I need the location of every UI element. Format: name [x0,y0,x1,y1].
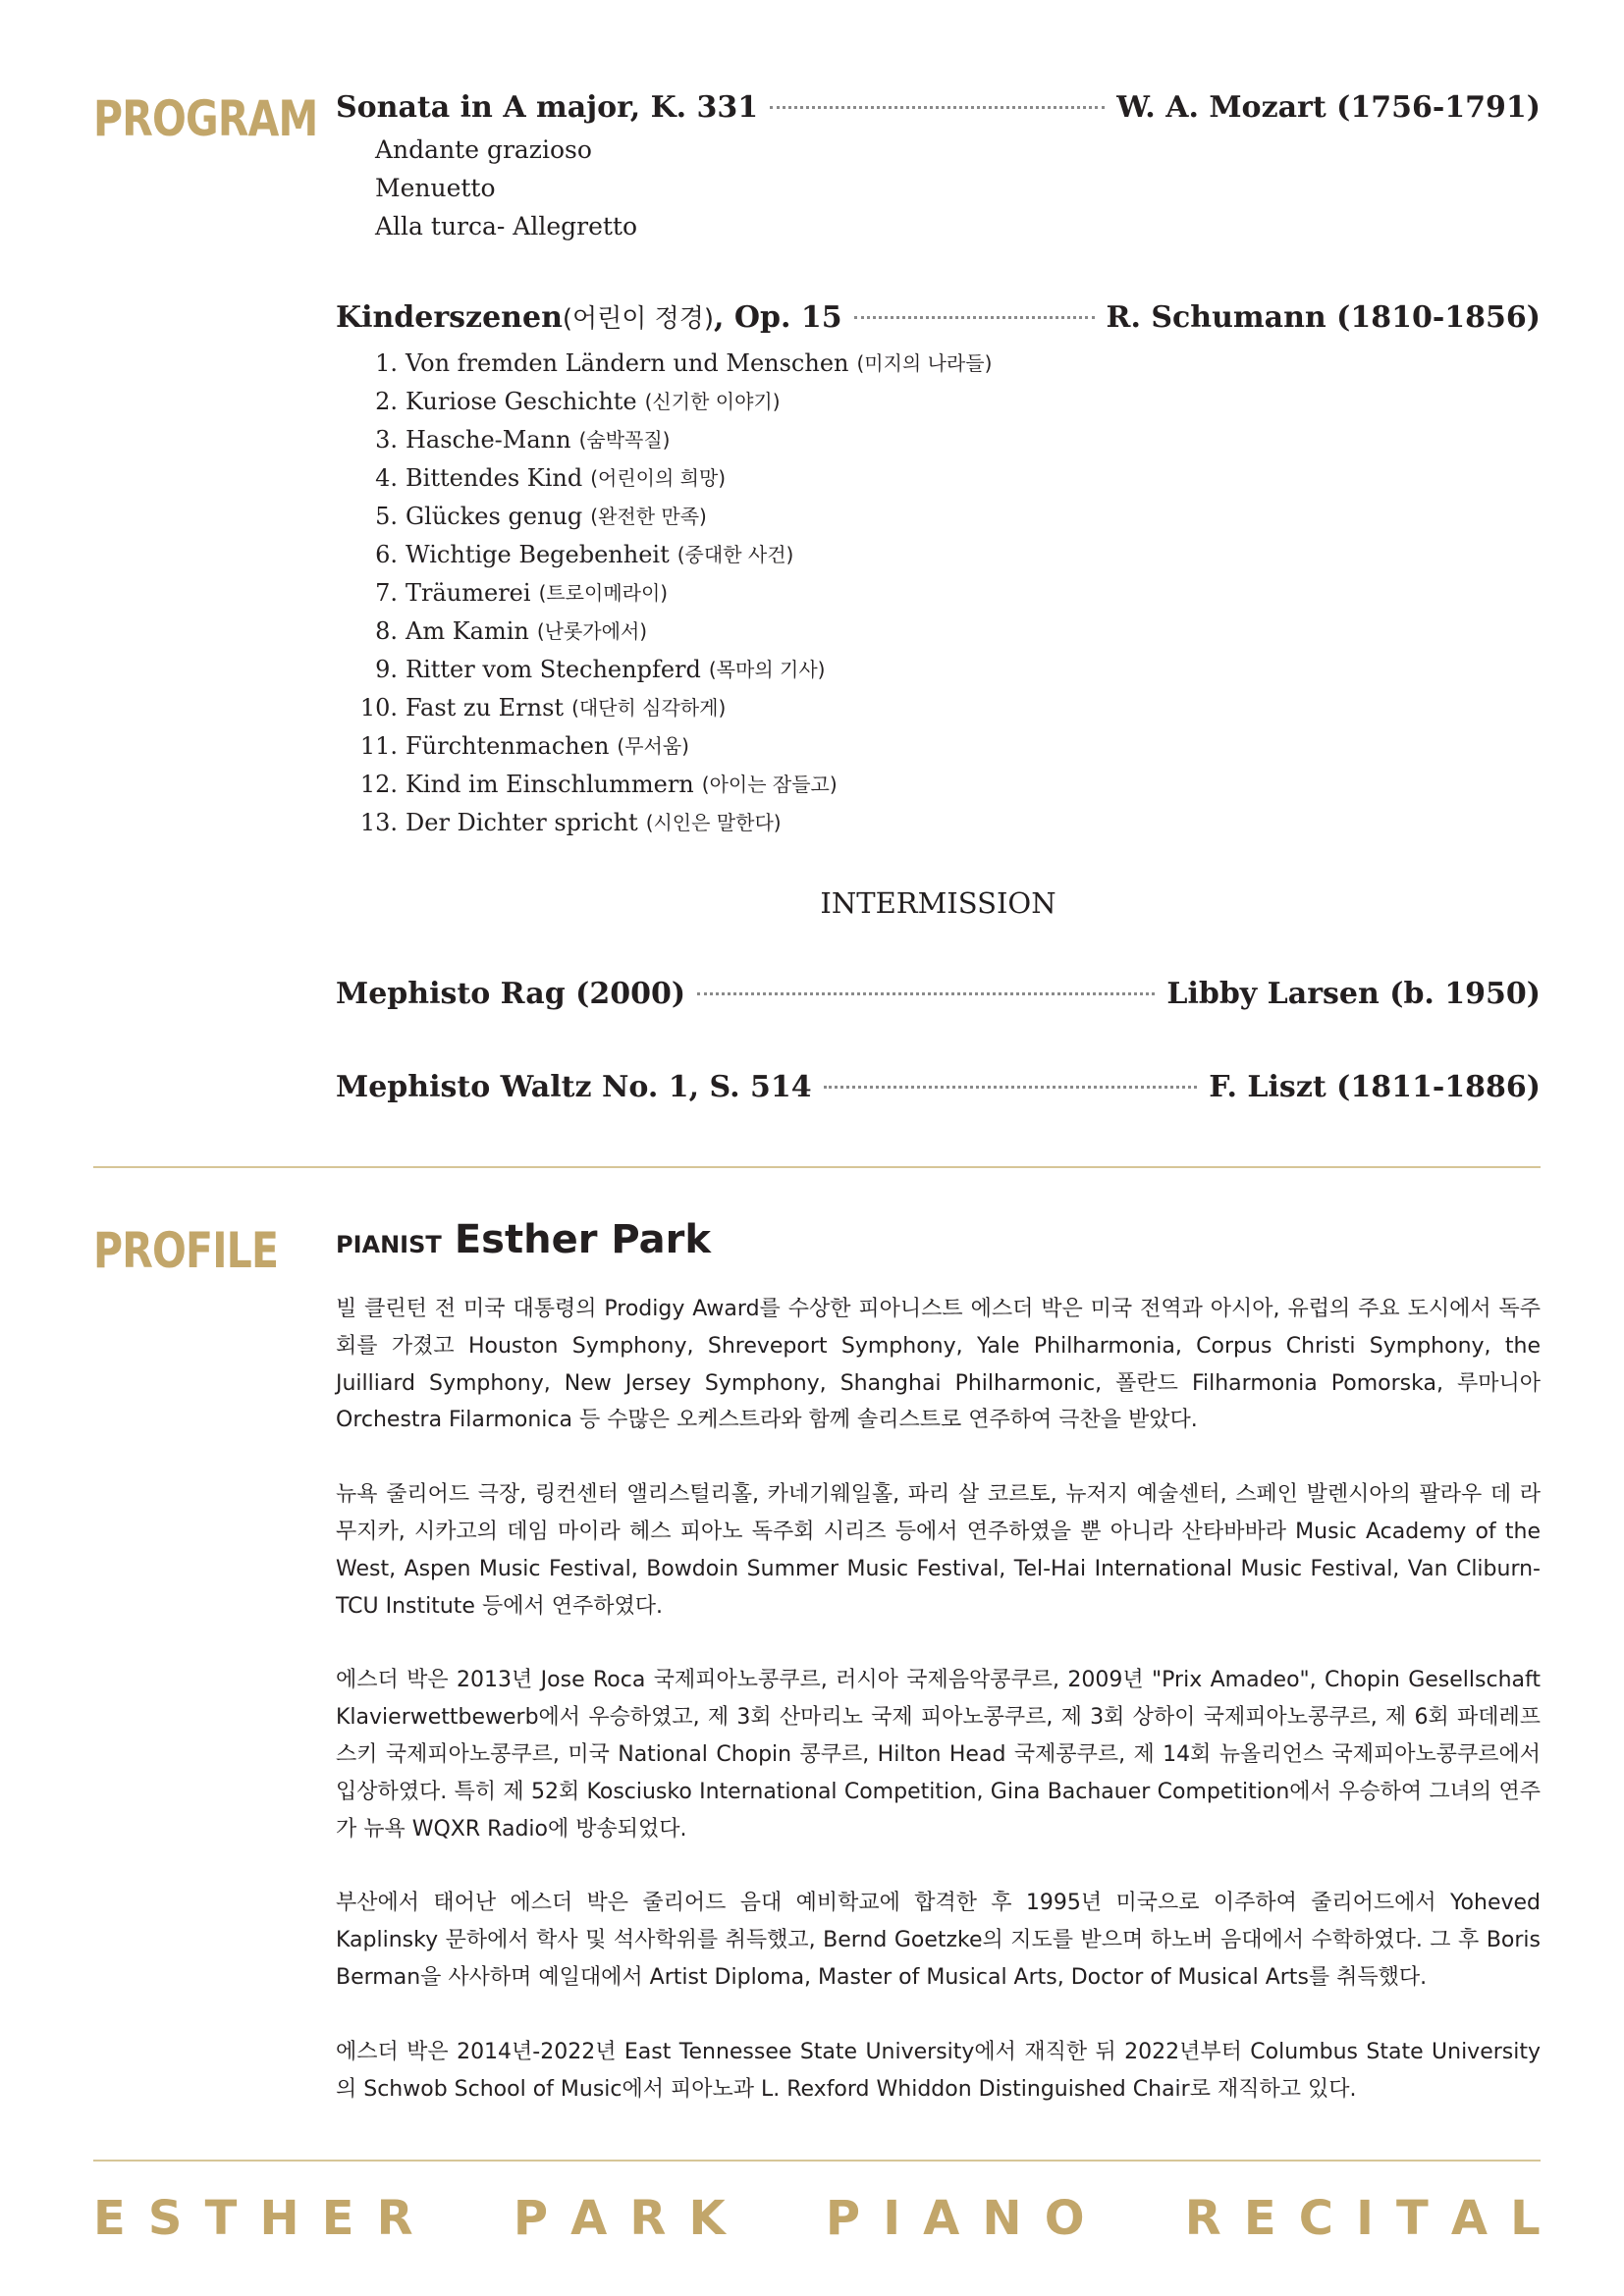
footer-letter [436,2191,491,2246]
movement-title: Glückes genug [406,503,583,530]
movement-item [336,613,1541,651]
program-piece-liszt [336,1070,1541,1104]
movement-title-korean: (아이는 잠들고) [701,773,838,796]
footer-letter: I [883,2191,901,2246]
movement: Andante grazioso [375,135,592,164]
program-piece-larsen [336,977,1541,1011]
movement-item [336,574,1541,613]
program-heading: PROGRAM [93,90,318,147]
footer-letter: R [1184,2191,1221,2246]
movement-title: Am Kamin [406,617,529,645]
movement-title: Fast zu Ernst [406,694,565,721]
movement-title-korean: (목마의 기사) [708,658,826,681]
movement-number: 8. [375,617,398,645]
section-divider [93,1166,1541,1168]
footer-letter [1108,2191,1163,2246]
movement-title-korean: (대단히 심각하게) [571,696,727,720]
footer-letter: T [204,2191,238,2246]
movement-title-korean: (시인은 말한다) [645,811,782,834]
movement-item [336,536,1541,574]
footer-letter: K [688,2191,726,2246]
footer-letter: A [923,2191,960,2246]
movement-number: 9. [375,656,398,683]
movement-item [336,766,1541,804]
movement-item [336,459,1541,498]
leader-dots [824,1086,1198,1089]
footer-letter: R [629,2191,667,2246]
bio-paragraph: 에스더 박은 2013년 Jose Roca 국제피아노콩쿠르, 러시아 국제음악콩쿠르, 2009년 "Prix Amadeo", Chopin Gesellschaft Klavierwettbewerb에서 우승하였고, 제 3회 산마리노 국제 피아노콩쿠르, 제 3회 상하이 국제피아노콩쿠르, 제 6회 파데레프스키 국제피아노콩쿠르, 미국 National Chopin 콩쿠르, Hilton Head 국제콩쿠르, 제 14회 뉴올리언스 국제피아노콩쿠르에서 입상하였다. 특히 제 52회 Kosciusko International Competition, Gina Bachauer Competition에서 우승하여 그녀의 연주가 뉴욕 WQXR Radio에 방송되었다. [336,1668,1541,1842]
performer-name: Esther Park [454,1217,711,1262]
movement-title: Hasche-Mann [406,426,571,454]
piece-composer: Libby Larsen (b. 1950) [1166,977,1541,1011]
footer-letter: E [321,2191,354,2246]
profile-heading: PROFILE [93,1222,279,1279]
footer-letter: L [1510,2191,1541,2246]
movement-title-korean: (트로이메라이) [538,581,669,605]
program-piece-schumann [336,298,1541,842]
movement-title: Ritter vom Stechenpferd [406,656,701,683]
piece-title: Mephisto Waltz No. 1, S. 514 [336,1070,812,1104]
piece-composer: R. Schumann (1810-1856) [1106,300,1541,335]
movement-item [336,727,1541,766]
piece-composer: W. A. Mozart (1756-1791) [1116,90,1541,125]
movement-number: 10. [359,694,398,721]
movement-item [336,651,1541,689]
movement-item [336,804,1541,842]
movement: Alla turca- Allegretto [375,212,638,240]
intermission-label: INTERMISSION [820,886,1056,920]
movement-title-korean: (신기한 이야기) [644,390,781,413]
bio-paragraph: 뉴욕 줄리어드 극장, 링컨센터 앨리스털리홀, 카네기웨일홀, 파리 살 코르토, 뉴저지 예술센터, 스페인 발렌시아의 팔라우 데 라 무지카, 시카고의 데임 마이라 헤스 피아노 독주회 시리즈 등에서 연주하였을 뿐 아니라 산타바바라 Music Academy of the West, Aspen Music Festival, Bowdoin Summer Music Festival, Tel-Hai International Music Festival, Van Cliburn-TCU Institute 등에서 연주하였다. [336,1482,1541,1619]
movement-title-korean: (무서움) [617,734,689,758]
movement-title: Kind im Einschlummern [406,771,694,798]
movement-title-korean: (어린이의 희망) [590,466,727,490]
movement-title: Von fremden Ländern und Menschen [406,349,849,377]
movement-item [336,421,1541,459]
footer-title [93,2191,1541,2246]
movement-title: Träumerei [406,579,531,607]
movement-title-korean: (중대한 사건) [677,543,794,566]
footer-letter: T [1396,2191,1429,2246]
movement-number: 7. [375,579,398,607]
movement-number: 2. [375,388,398,415]
movement-number: 3. [375,426,398,454]
movement-title: Kuriose Geschichte [406,388,637,415]
footer-letter: E [1243,2191,1276,2246]
biography [336,1291,1541,2145]
movement-title: Der Dichter spricht [406,809,638,836]
movement-number: 12. [359,771,398,798]
footer-letter [748,2191,803,2246]
movement-title: Wichtige Begebenheit [406,541,670,568]
movement-title-korean: (숨박꼭질) [578,428,671,452]
piece-composer: F. Liszt (1811-1886) [1209,1070,1541,1104]
movement-item [336,383,1541,421]
leader-dots [854,316,1095,319]
bio-paragraph: 부산에서 태어난 에스더 박은 줄리어드 음대 예비학교에 합격한 후 1995년 미국으로 이주하여 줄리어드에서 Yoheved Kaplinsky 문하에서 학사 및 석사학위를 취득했고, Bernd Goetzke의 지도를 받으며 하노버 음대에서 수학하였다. 그 후 Boris Berman을 사사하며 예일대에서 Artist Diploma, Master of Musical Arts, Doctor of Musical Arts를 취득했다. [336,1891,1541,1990]
movement-number: 4. [375,464,398,492]
footer-letter: S [147,2191,183,2246]
movement-number: 11. [359,732,398,760]
footer-letter: R [376,2191,413,2246]
bio-paragraph: 에스더 박은 2014년-2022년 East Tennessee State University에서 재직한 뒤 2022년부터 Columbus State University의 Schwob School of Music에서 피아노과 L. Rexford Whiddon Distinguished Chair로 재직하고 있다. [336,2039,1541,2102]
movement-title-korean: (난롯가에서) [536,619,648,643]
movement-number: 5. [375,503,398,530]
program-piece-mozart [336,90,1541,245]
footer-letter: A [570,2191,608,2246]
footer-letter: P [825,2191,861,2246]
footer-letter: C [1298,2191,1333,2246]
movement-number: 1. [375,349,398,377]
movement-number: 6. [375,541,398,568]
footer-letter: E [93,2191,126,2246]
footer-letter: N [982,2191,1022,2246]
movement-item [336,345,1541,383]
footer-letter: I [1356,2191,1374,2246]
movement-title: Fürchtenmachen [406,732,610,760]
movement-title-korean: (완전한 만족) [590,505,707,528]
movement-list [336,345,1541,842]
leader-dots [770,106,1105,109]
performer-role: PIANIST [336,1231,442,1258]
movement-title-korean: (미지의 나라들) [856,351,993,375]
footer-letter: A [1450,2191,1489,2246]
footer-letter: H [259,2191,299,2246]
movement-item [336,689,1541,727]
footer-letter: P [513,2191,549,2246]
movement-number: 13. [359,809,398,836]
piece-title: Mephisto Rag (2000) [336,977,686,1011]
movement-item [336,498,1541,536]
piece-title: Kinderszenen(어린이 정경), Op. 15 [336,300,842,335]
movement: Menuetto [375,174,496,202]
leader-dots [697,992,1155,995]
piece-title: Sonata in A major, K. 331 [336,90,759,125]
footer-letter: O [1044,2191,1085,2246]
performer-heading [336,1217,711,1262]
bio-paragraph: 빌 클린턴 전 미국 대통령의 Prodigy Award를 수상한 피아니스트 에스더 박은 미국 전역과 아시아, 유럽의 주요 도시에서 독주회를 가졌고 Houston Symphony, Shreveport Symphony, Yale Philharmonia, Corpus Christi Symphony, the Juilliard Symphony, New Jersey Symphony, Shanghai Philharmonic, 폴란드 Filharmonia Pomorska, 루마니아 Orchestra Filarmonica 등 수많은 오케스트라와 함께 솔리스트로 연주하여 극찬을 받았다. [336,1297,1541,1433]
movement-title: Bittendes Kind [406,464,583,492]
footer-divider [93,2160,1541,2162]
